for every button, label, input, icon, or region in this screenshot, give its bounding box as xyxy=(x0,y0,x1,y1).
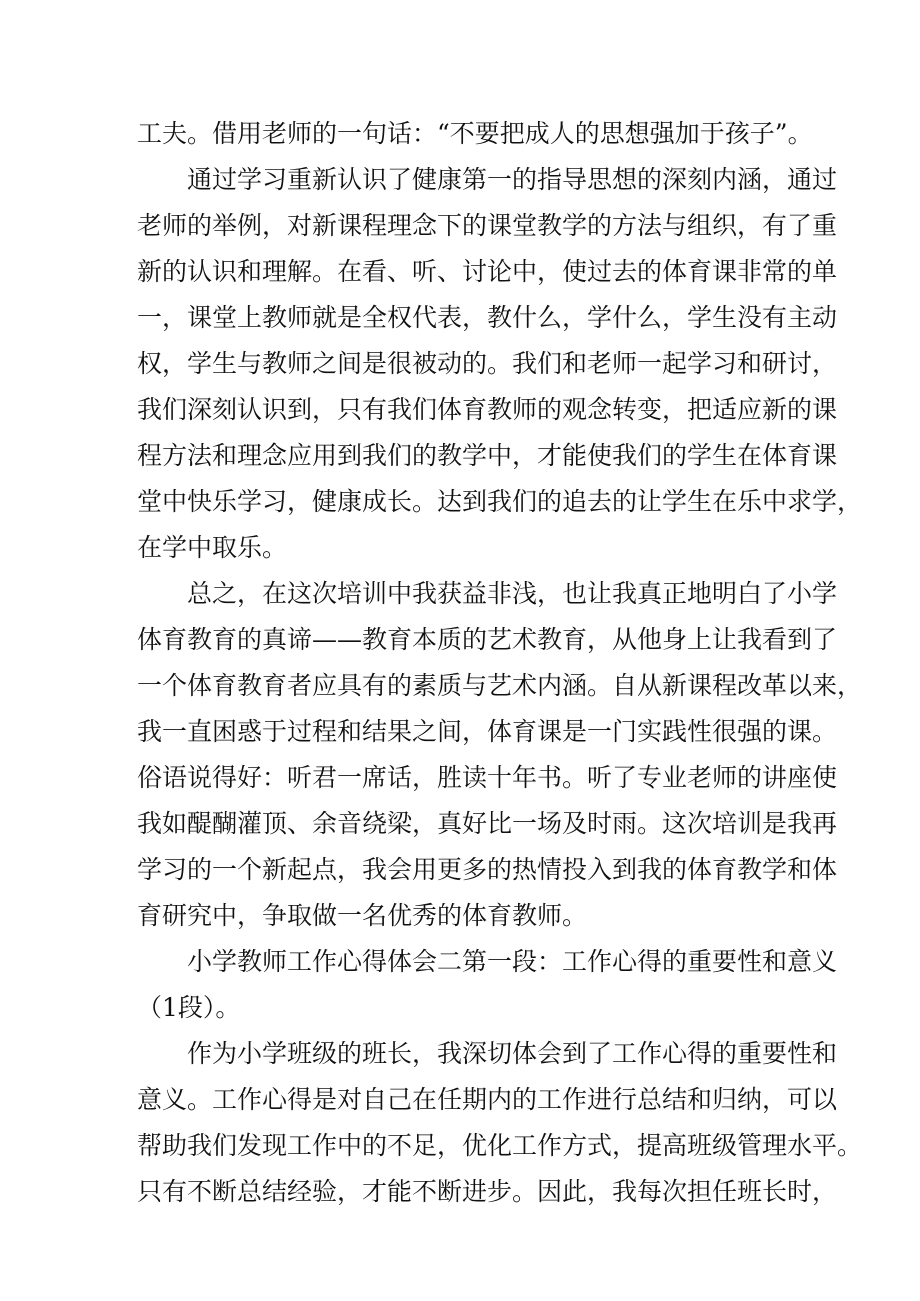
text-line: 帮助我们发现工作中的不足，优化工作方式，提高班级管理水平。 xyxy=(137,1131,863,1160)
text-line: 我如醍醐灌顶、余音绕梁，真好比一场及时雨。这次培训是我再 xyxy=(137,809,838,838)
text-line: 只有不断总结经验，才能不断进步。因此，我每次担任班长时， xyxy=(137,1177,838,1206)
section-heading-line: 小学教师工作心得体会二第一段：工作心得的重要性和意义 xyxy=(187,947,838,976)
text-line: 新的认识和理解。在看、听、讨论中，使过去的体育课非常的单 xyxy=(137,257,838,286)
text-line: 我们深刻认识到，只有我们体育教师的观念转变，把适应新的课 xyxy=(137,395,838,424)
paragraph-start-line: 通过学习重新认识了健康第一的指导思想的深刻内涵，通过 xyxy=(187,165,838,194)
text-line: 权，学生与教师之间是很被动的。我们和老师一起学习和研讨， xyxy=(137,349,838,378)
text-line: 工夫。借用老师的一句话：“不要把成人的思想强加于孩子”。 xyxy=(137,119,813,148)
text-line: 俗语说得好：听君一席话，胜读十年书。听了专业老师的讲座使 xyxy=(137,763,838,792)
text-line: 堂中快乐学习，健康成长。达到我们的追去的让学生在乐中求学， xyxy=(137,487,863,516)
text-line: 一，课堂上教师就是全权代表，教什么，学什么，学生没有主动 xyxy=(137,303,838,332)
paragraph-start-line: 总之，在这次培训中我获益非浅，也让我真正地明白了小学 xyxy=(187,579,838,608)
text-line: 意义。工作心得是对自己在任期内的工作进行总结和归纳，可以 xyxy=(137,1085,838,1114)
text-line: 我一直困惑于过程和结果之间，体育课是一门实践性很强的课。 xyxy=(137,717,838,746)
paragraph-start-line: 作为小学班级的班长，我深切体会到了工作心得的重要性和 xyxy=(187,1039,838,1068)
text-line: 体育教育的真谛——教育本质的艺术教育，从他身上让我看到了 xyxy=(137,625,838,654)
section-heading-line: （1段）。 xyxy=(137,993,241,1022)
text-line: 一个体育教育者应具有的素质与艺术内涵。自从新课程改革以来， xyxy=(137,671,863,700)
text-line: 育研究中，争取做一名优秀的体育教师。 xyxy=(137,901,588,930)
text-line: 在学中取乐。 xyxy=(137,533,288,562)
text-line: 老师的举例，对新课程理念下的课堂教学的方法与组织，有了重 xyxy=(137,211,838,240)
text-line: 程方法和理念应用到我们的教学中，才能使我们的学生在体育课 xyxy=(137,441,838,470)
text-line: 学习的一个新起点，我会用更多的热情投入到我的体育教学和体 xyxy=(137,855,838,884)
